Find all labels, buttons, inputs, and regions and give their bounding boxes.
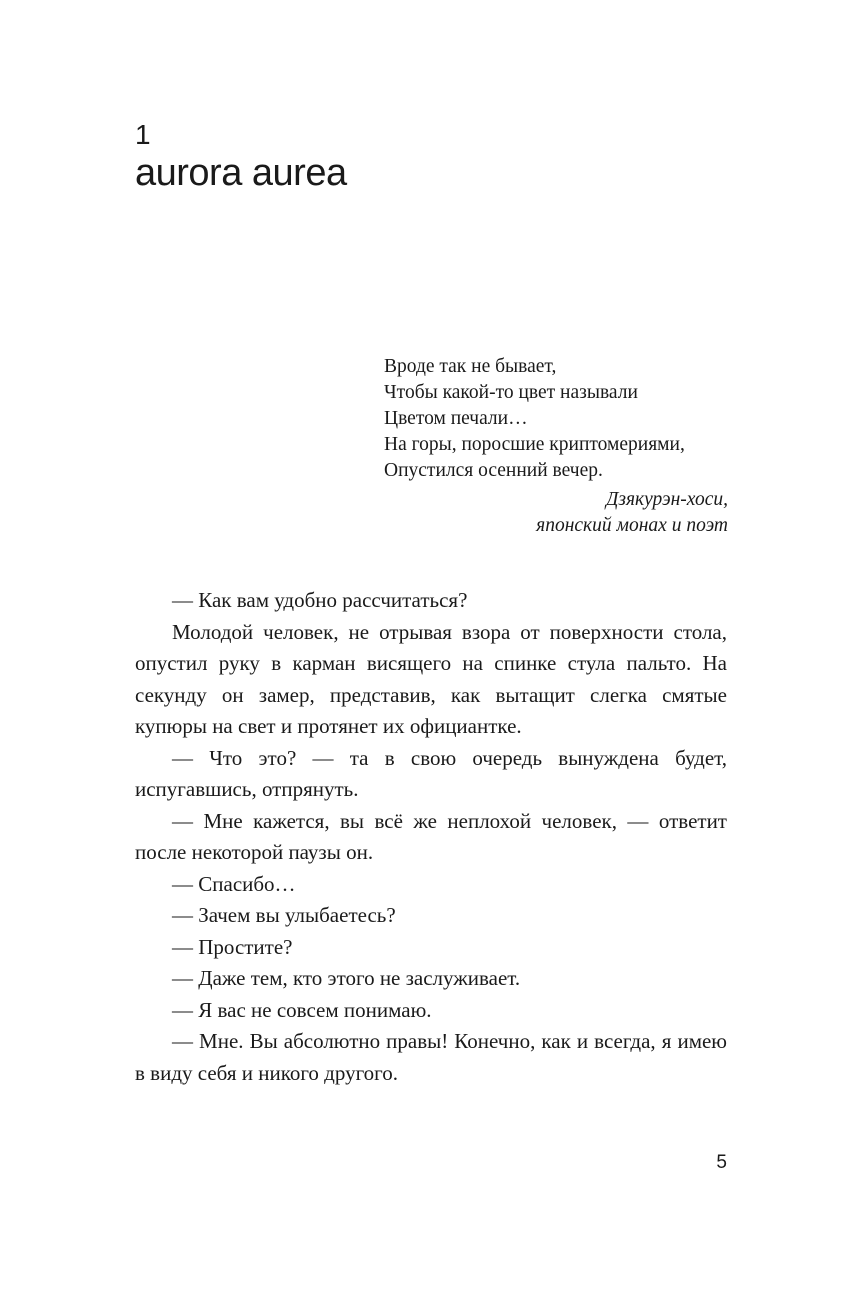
paragraph: — Спасибо…	[172, 871, 296, 896]
paragraph: — Что это? — та в свою очередь вынуждена будет, испугавшись, отпрянуть.	[135, 745, 727, 801]
paragraph: — Простите?	[172, 934, 293, 959]
epigraph-attribution	[384, 487, 728, 539]
paragraph: Молодой человек, не отрывая взора от поверхности стола, опустил руку в карман висящего на спинке стула пальто. На секунду он замер, представив, как вытащит слегка смятые купюры на свет и протянет их официантке.	[135, 619, 727, 738]
epigraph-line: Вроде так не бывает,	[384, 356, 557, 377]
epigraph-author-description: японский монах и поэт	[536, 515, 728, 536]
paragraph: — Зачем вы улыбаетесь?	[172, 903, 396, 927]
page-number: 5	[716, 1152, 727, 1173]
paragraph: — Я вас не совсем понимаю.	[172, 997, 432, 1022]
epigraph	[384, 354, 728, 539]
epigraph-line: Цветом печали…	[384, 408, 528, 429]
paragraph: — Мне. Вы абсолютно правы! Конечно, как и всегда, я имею в виду себя и никого другого.	[135, 1029, 727, 1085]
paragraph: — Мне кажется, вы всё же неплохой человек, — ответит после некоторой паузы он.	[135, 808, 727, 864]
paragraph: — Даже тем, кто этого не заслуживает.	[172, 966, 521, 990]
epigraph-line: На горы, поросшие криптомериями,	[384, 434, 685, 455]
paragraph: — Как вам удобно рассчитаться?	[172, 588, 468, 612]
epigraph-line: Чтобы какой-то цвет называли	[384, 382, 638, 403]
chapter-title: aurora aurea	[135, 152, 347, 194]
epigraph-author: Дзякурэн-хоси,	[605, 489, 728, 510]
epigraph-line: Опустился осенний вечер.	[384, 460, 603, 481]
chapter-number: 1	[135, 119, 151, 150]
body-text	[135, 585, 727, 1089]
